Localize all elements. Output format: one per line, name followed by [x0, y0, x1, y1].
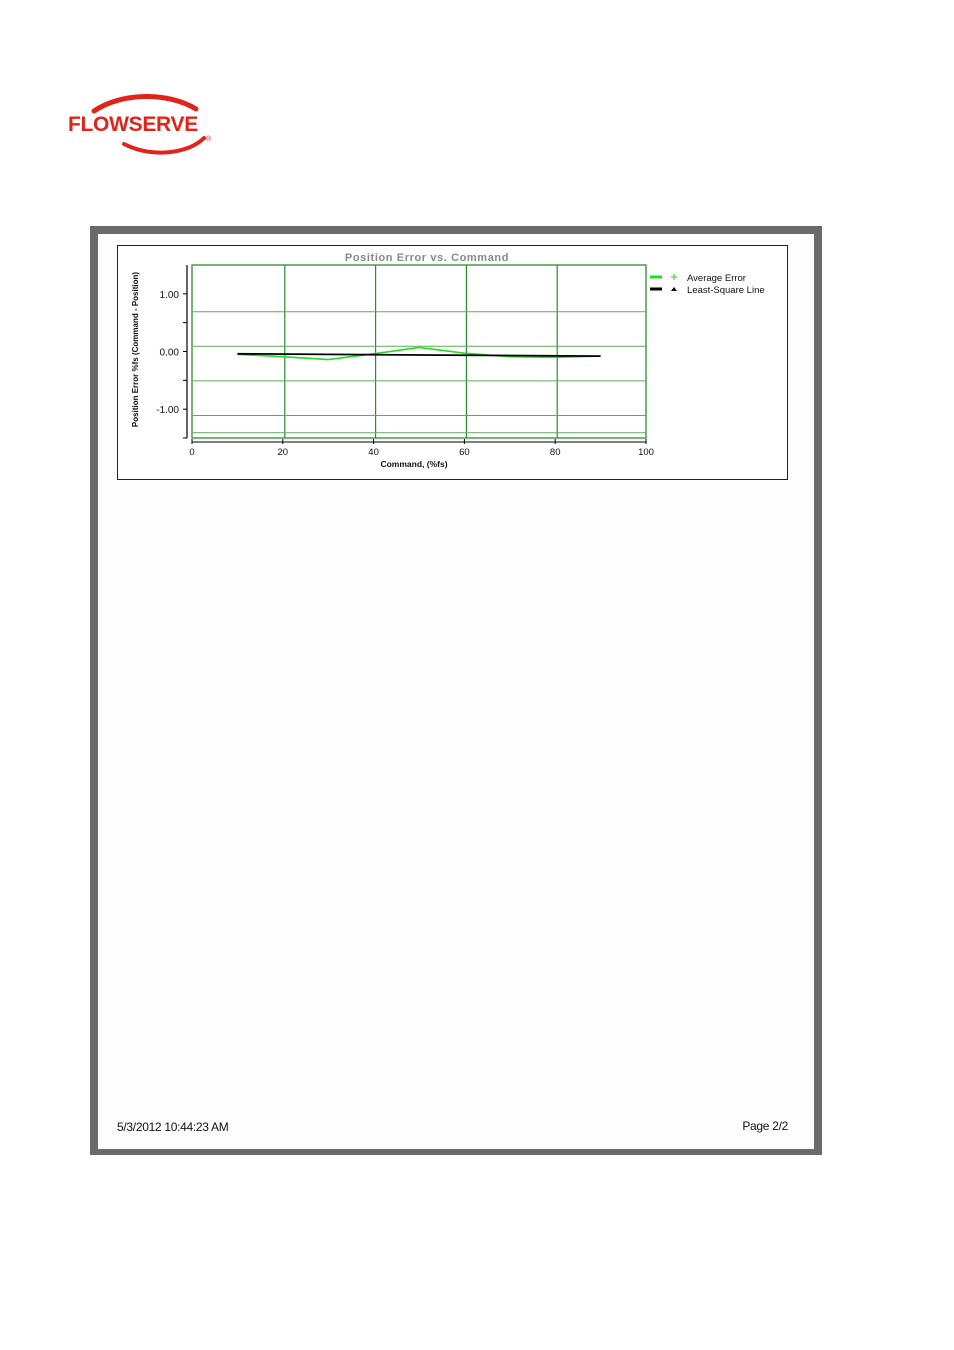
x-tick-label: 60	[459, 447, 470, 458]
flowserve-logo	[64, 94, 220, 158]
x-tick-label: 20	[277, 447, 289, 458]
chart-canvas	[118, 246, 786, 478]
x-tick-label: 80	[549, 447, 561, 458]
legend-label: Least-Square Line	[687, 285, 765, 296]
report-page	[90, 226, 822, 1155]
position-error-chart	[117, 245, 788, 480]
y-tick-label: 1.00	[159, 289, 179, 301]
y-tick-label: 0.00	[159, 347, 179, 359]
legend-marker-triangle-icon	[671, 287, 677, 291]
plot-area	[192, 265, 646, 438]
report-timestamp: 5/3/2012 10:44:23 AM	[117, 1120, 229, 1134]
x-axis-label: Command, (%fs)	[380, 459, 448, 469]
logo-wordmark: FLOWSERVE	[68, 113, 198, 136]
page-number: Page 2/2	[742, 1119, 788, 1133]
x-tick-label: 0	[189, 447, 195, 458]
chart-title: Position Error vs. Command	[344, 252, 510, 264]
x-tick-label: 100	[638, 447, 654, 458]
registered-mark: ®	[206, 136, 212, 143]
legend-label: Average Error	[687, 273, 746, 284]
y-axis-label: Position Error %fs (Command - Position)	[131, 271, 140, 428]
x-tick-label: 40	[368, 447, 379, 458]
y-tick-label: -1.00	[156, 405, 179, 417]
